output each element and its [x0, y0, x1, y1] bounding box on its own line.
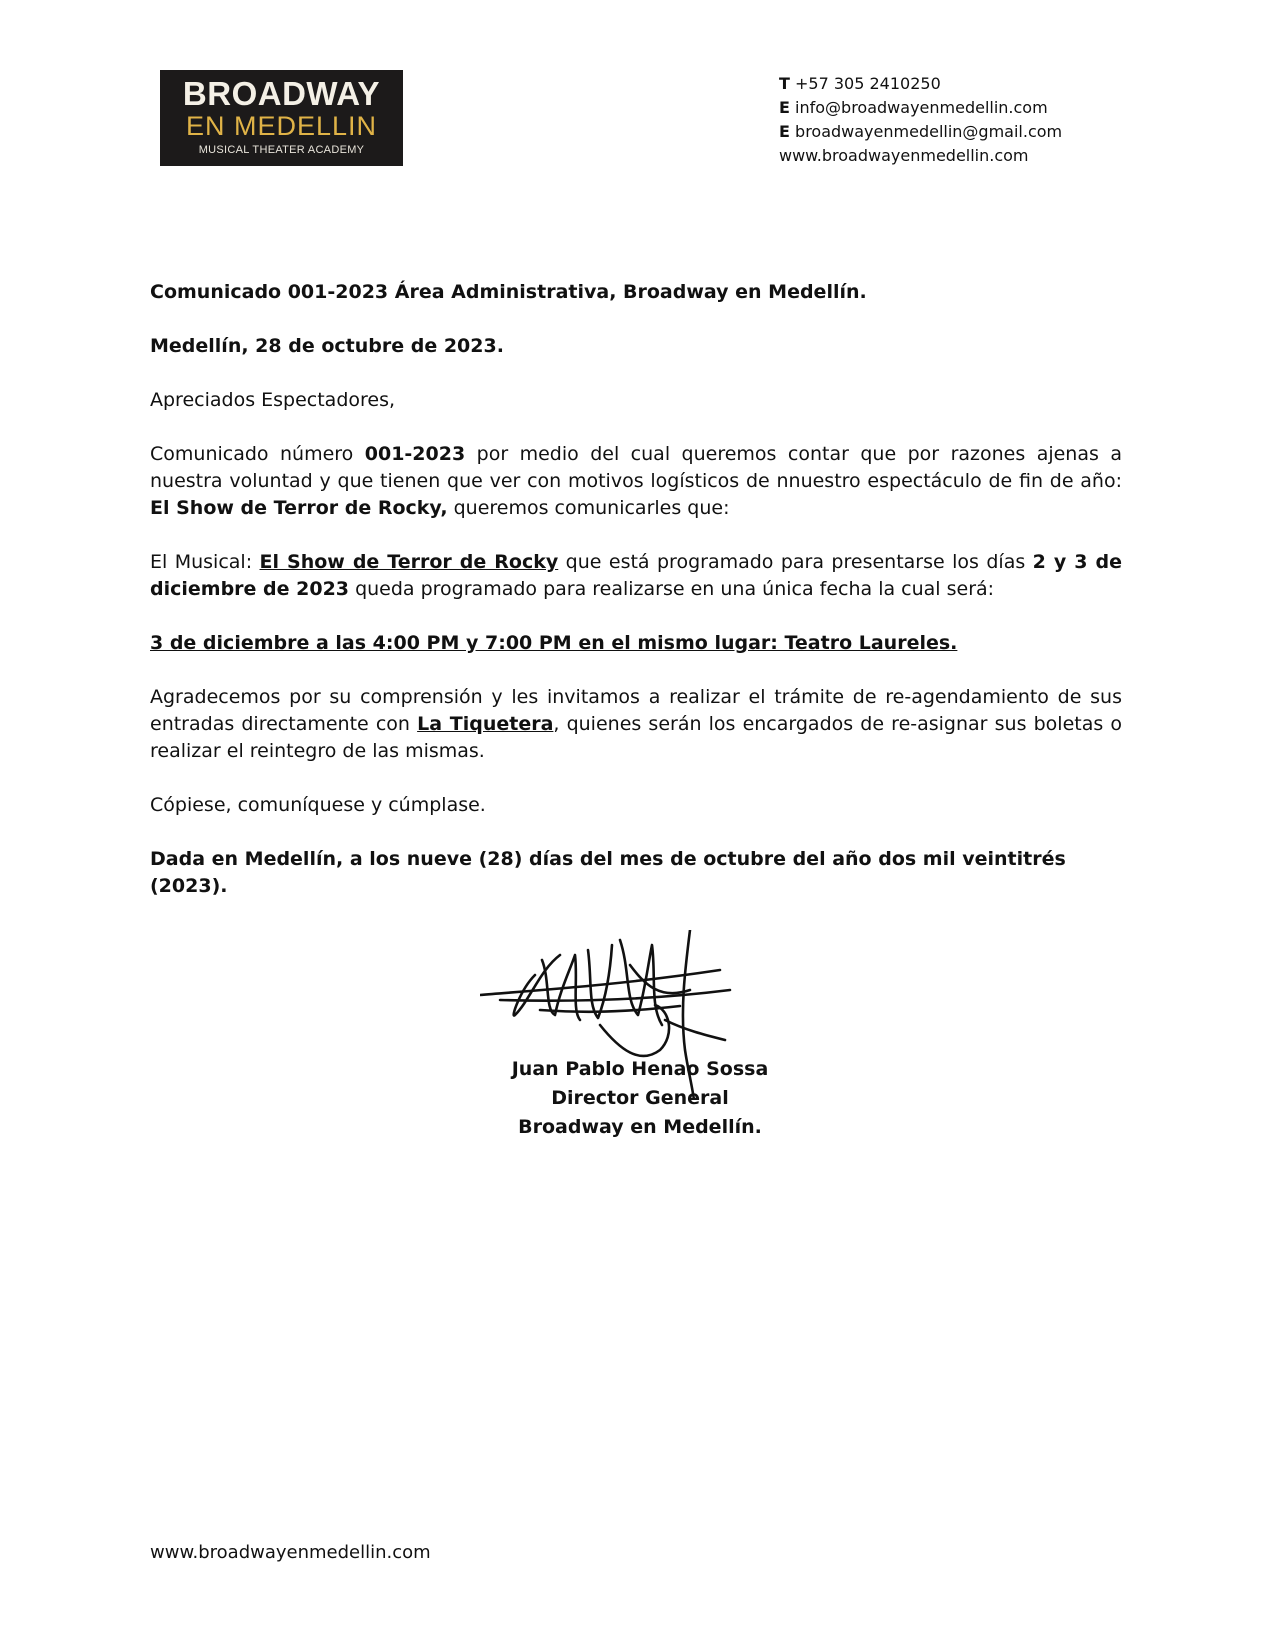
signer-title: Director General	[551, 1087, 729, 1109]
paragraph-6-closing: Dada en Medellín, a los nueve (28) días del mes de octubre del año dos mil veintitrés (2023).	[150, 848, 1066, 897]
contact-email-2	[779, 120, 1062, 144]
p4-text-a: Agradecemos por su comprensión y les invitamos a realizar el trámite de re-agendamiento de sus entradas directamente con	[150, 686, 1122, 735]
footer-website[interactable]: www.broadwayenmedellin.com	[150, 1542, 431, 1563]
contact-email-1	[779, 96, 1062, 120]
p1-text-a: Comunicado número	[150, 443, 365, 465]
paragraph-4	[150, 684, 1122, 765]
letter-greeting: Apreciados Espectadores,	[150, 389, 396, 411]
p4-text-c: , quienes serán los encargados de re-asignar sus boletas o realizar el reintegro de las mismas.	[150, 713, 1123, 762]
logo-line-1: BROADWAY	[182, 75, 381, 112]
p2-text-a: El Musical:	[150, 551, 260, 573]
email1-prefix: E	[779, 98, 790, 117]
p2-text-c: que está programado para presentarse los días	[558, 551, 1033, 573]
p2-show-name: El Show de Terror de Rocky	[259, 551, 559, 573]
phone-number: +57 305 2410250	[795, 74, 941, 93]
email-2[interactable]: broadwayenmedellin@gmail.com	[795, 122, 1063, 141]
paragraph-1	[150, 441, 1122, 522]
logo-line-3: MUSICAL THEATER ACADEMY	[198, 144, 365, 156]
signer-organization: Broadway en Medellín.	[518, 1116, 762, 1138]
email2-prefix: E	[779, 122, 790, 141]
p1-text-e: queremos comunicarles que:	[447, 497, 730, 519]
email-1[interactable]: info@broadwayenmedellin.com	[795, 98, 1048, 117]
p4-ticketing-name: La Tiquetera	[417, 713, 554, 735]
contact-block	[779, 72, 1062, 168]
logo-line-2: EN MEDELLIN	[185, 111, 378, 141]
paragraph-3-new-date: 3 de diciembre a las 4:00 PM y 7:00 PM en el mismo lugar: Teatro Laureles.	[150, 632, 958, 654]
phone-prefix: T	[779, 74, 790, 93]
p1-text-c: por medio del cual queremos contar que por razones ajenas a nuestra voluntad y que tienen que ver con motivos logísticos de nnuestro espectáculo de fin de año:	[150, 443, 1122, 492]
p2-dates: 2 y 3 de diciembre de 2023	[150, 551, 1122, 600]
p1-number: 001-2023	[364, 443, 466, 465]
signature-block	[490, 1055, 790, 1142]
letter-date: Medellín, 28 de octubre de 2023.	[150, 335, 504, 357]
p2-text-e: queda programado para realizarse en una única fecha la cual será:	[349, 578, 995, 600]
letter-body	[150, 279, 1122, 927]
letter-heading: Comunicado 001-2023 Área Administrativa, Broadway en Medellín.	[150, 281, 867, 303]
company-logo	[160, 70, 403, 166]
signer-name: Juan Pablo Henao Sossa	[511, 1058, 769, 1080]
p1-show-name: El Show de Terror de Rocky,	[150, 497, 448, 519]
contact-website[interactable]: www.broadwayenmedellin.com	[779, 146, 1029, 165]
contact-phone	[779, 72, 1062, 96]
paragraph-5: Cópiese, comuníquese y cúmplase.	[150, 794, 486, 816]
paragraph-2	[150, 549, 1122, 603]
